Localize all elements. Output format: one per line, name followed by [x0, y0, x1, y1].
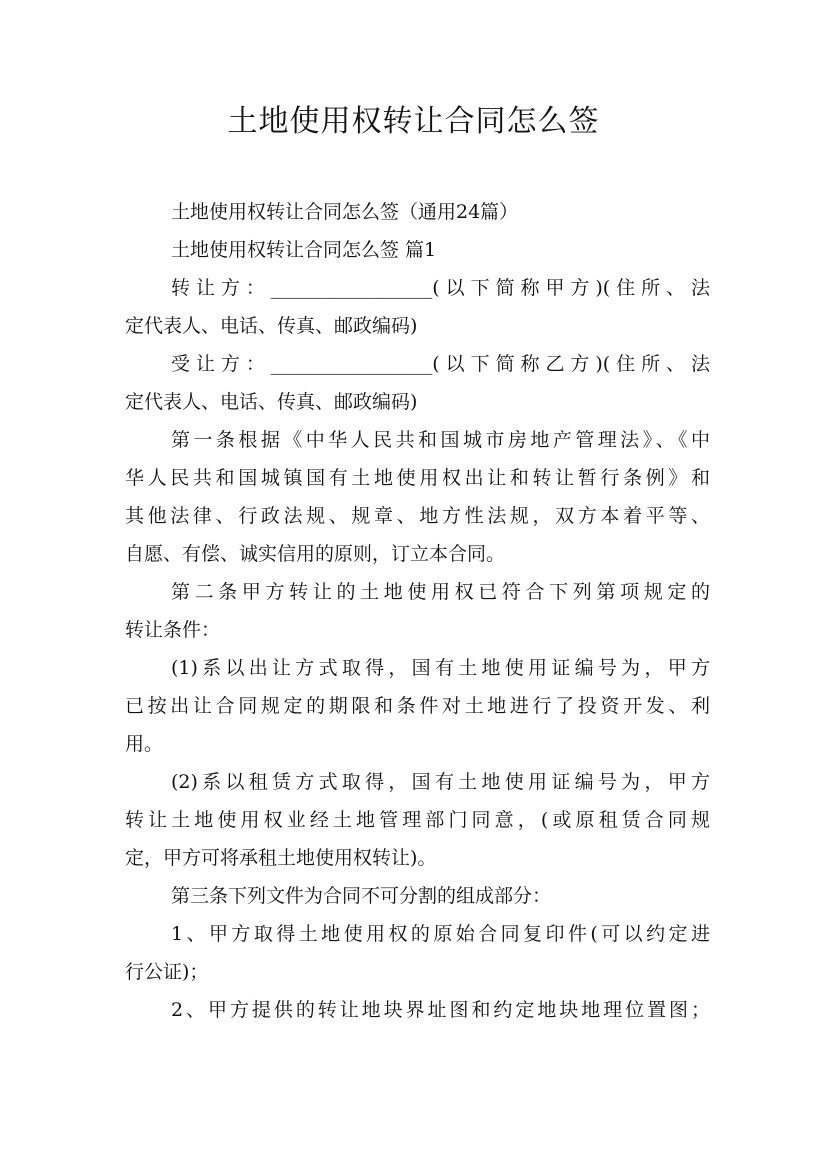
text-line: 定，甲方可将承租土地使用权转让)。: [125, 847, 437, 869]
text-line: 华人民共和国城镇国有土地使用权出让和转让暂行条例》和: [125, 467, 710, 489]
document-title: 土地使用权转让合同怎么签: [227, 104, 600, 139]
text-line: 定代表人、电话、传真、邮政编码): [125, 315, 418, 337]
text-line: (2)系以租赁方式取得，国有土地使用证编号为，甲方: [171, 771, 710, 793]
text-line: 自愿、有偿、诚实信用的原则，订立本合同。: [125, 543, 506, 565]
text-line: 转让方：_________________(以下简称甲方)(住所、法: [171, 277, 710, 299]
document-body: [125, 193, 710, 1029]
text-line: 土地使用权转让合同怎么签（通用24篇）: [171, 201, 519, 223]
text-line: (1)系以出让方式取得，国有土地使用证编号为，甲方: [171, 657, 710, 679]
text-line: 转让土地使用权业经土地管理部门同意，(或原租赁合同规: [125, 809, 710, 831]
text-line: 2、甲方提供的转让地块界址图和约定地块地理位置图；: [171, 999, 710, 1021]
text-line: 1、甲方取得土地使用权的原始合同复印件(可以约定进: [171, 923, 710, 945]
text-line: 行公证)；: [125, 961, 209, 983]
text-line: 其他法律、行政法规、规章、地方性法规，双方本着平等、: [125, 505, 710, 527]
text-line: 已按出让合同规定的期限和条件对土地进行了投资开发、利: [125, 695, 710, 717]
text-line: 受让方：_________________(以下简称乙方)(住所、法: [171, 353, 710, 375]
text-line: 定代表人、电话、传真、邮政编码): [125, 391, 418, 413]
text-line: 第二条甲方转让的土地使用权已符合下列第项规定的: [171, 581, 710, 603]
text-line: 转让条件：: [125, 619, 221, 641]
text-line: 第三条下列文件为合同不可分割的组成部分：: [171, 885, 552, 907]
text-line: 第一条根据《中华人民共和国城市房地产管理法》、《中: [171, 429, 710, 451]
text-line: 土地使用权转让合同怎么签 篇1: [171, 239, 437, 261]
text-line: 用。: [125, 733, 164, 755]
